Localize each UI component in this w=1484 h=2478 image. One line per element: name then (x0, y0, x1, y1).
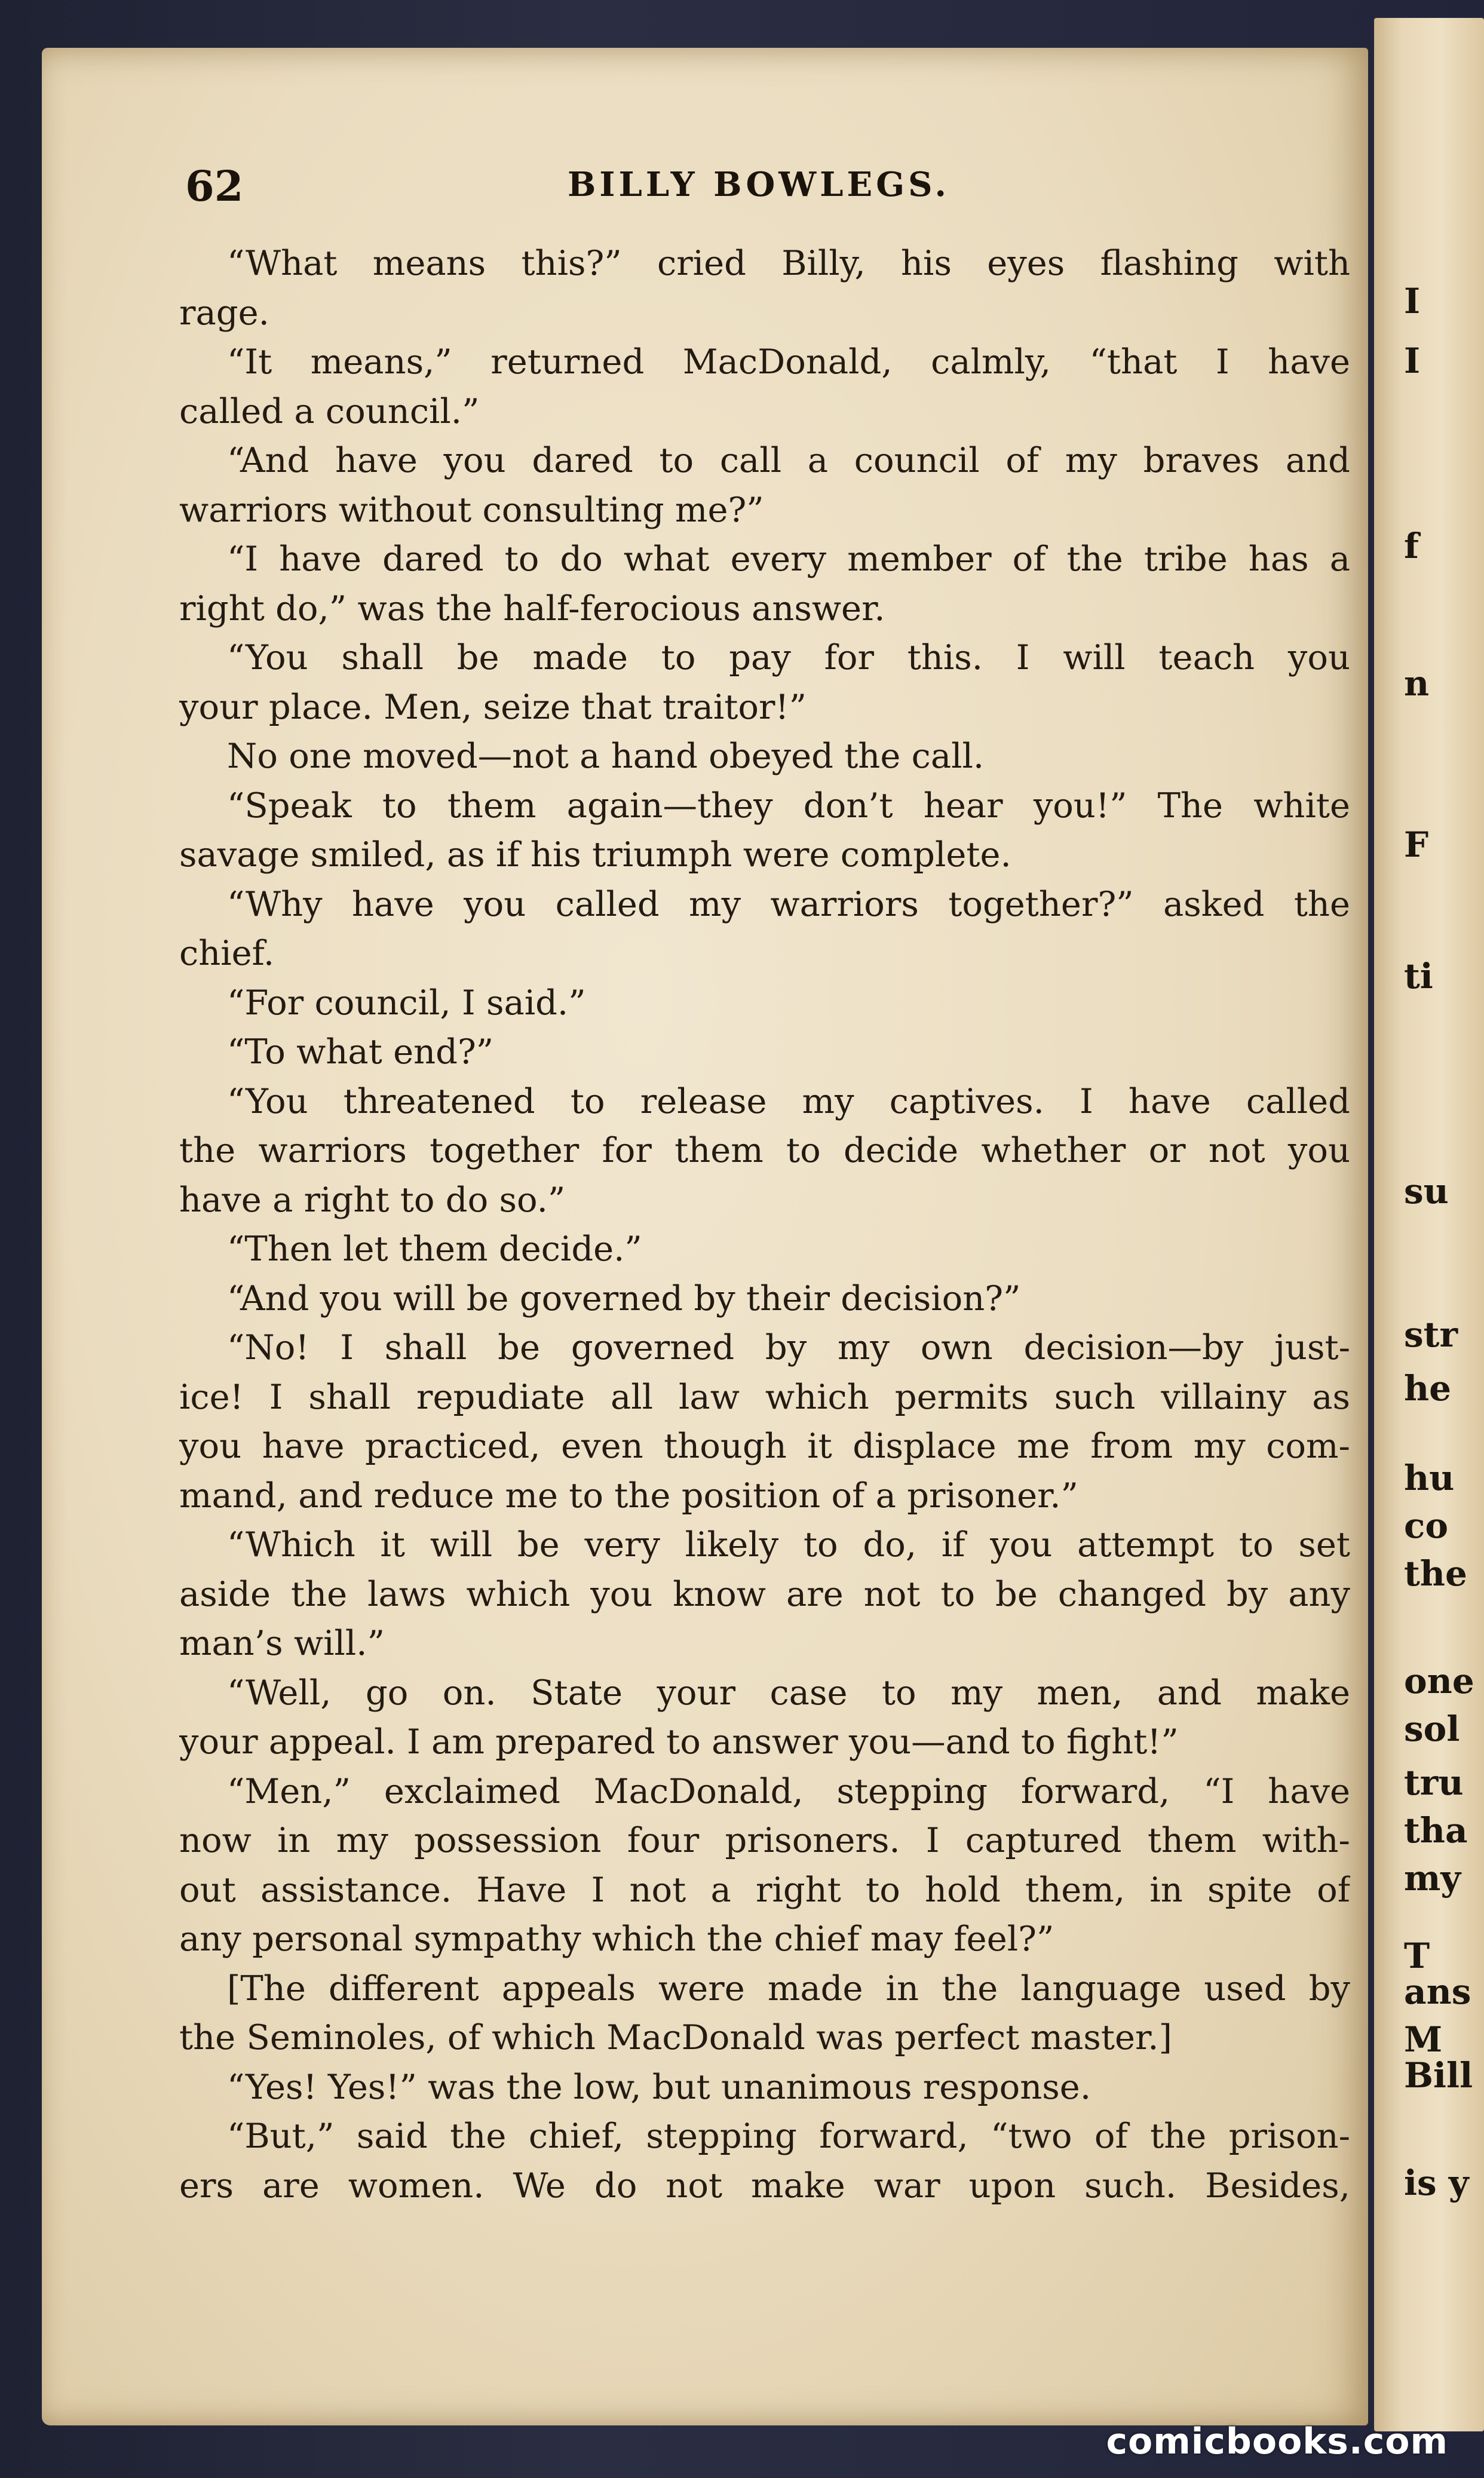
facing-page-fragment: the (1404, 1553, 1467, 1594)
text-line: “And you will be governed by their decision?” (227, 1278, 1021, 1318)
facing-page-fragment: n (1404, 663, 1430, 704)
text-line: savage smiled, as if his triumph were complete. (179, 835, 1011, 875)
page-body-text (179, 239, 1350, 2300)
facing-page-edge (1374, 18, 1484, 2431)
text-line: right do,” was the half-ferocious answer. (179, 588, 885, 628)
facing-page-fragment: M (1404, 2019, 1443, 2060)
text-line: your appeal. I am prepared to answer you—and to fight!” (179, 1722, 1179, 1762)
page-number: 62 (185, 161, 244, 211)
facing-page-fragment: one (1404, 1661, 1474, 1701)
text-line: the Seminoles, of which MacDonald was perfect master.] (179, 2017, 1172, 2057)
text-line: “But,” said the chief, stepping forward, “two of the prison- (227, 2116, 1350, 2156)
text-line: “Men,” exclaimed MacDonald, stepping forward, “I have (227, 1771, 1350, 1811)
text-line: the warriors together for them to decide whether or not you (179, 1130, 1350, 1170)
text-line: “Which it will be very likely to do, if you attempt to set (227, 1525, 1350, 1565)
text-line: now in my possession four prisoners. I captured them with- (179, 1820, 1350, 1860)
facing-page-fragment: ti (1404, 956, 1433, 996)
text-line: “Well, go on. State your case to my men, and make (227, 1672, 1350, 1713)
text-line: No one moved—not a hand obeyed the call. (227, 736, 985, 776)
facing-page-fragment: Bill (1404, 2055, 1473, 2096)
facing-page-fragment: I (1404, 341, 1421, 381)
facing-page-fragment: ans (1404, 1971, 1471, 2012)
facing-page-fragment: hu (1404, 1458, 1455, 1498)
text-line: you have practiced, even though it displace me from my com- (179, 1426, 1350, 1466)
site-watermark: comicbooks.com (1106, 2421, 1448, 2462)
text-line: “I have dared to do what every member of the tribe has a (227, 539, 1350, 579)
text-line: out assistance. Have I not a right to hold them, in spite of (179, 1869, 1350, 1910)
text-line: called a council.” (179, 391, 480, 431)
running-head: BILLY BOWLEGS. (567, 165, 951, 204)
text-line: chief. (179, 933, 275, 973)
facing-page-fragment: he (1404, 1368, 1452, 1409)
facing-page-fragment: co (1404, 1505, 1449, 1546)
text-line: “It means,” returned MacDonald, calmly, “that I have (227, 342, 1350, 382)
text-line: “And have you dared to call a council of my braves and (227, 440, 1350, 480)
text-line: your place. Men, seize that traitor!” (179, 686, 807, 727)
facing-page-fragment: I (1404, 281, 1421, 321)
facing-page-fragment: str (1404, 1314, 1458, 1355)
text-line: ers are women. We do not make war upon such. Besides, (179, 2165, 1350, 2206)
facing-page-fragment: my (1404, 1858, 1461, 1899)
facing-page-fragment: is y (1404, 2163, 1469, 2203)
text-line: any personal sympathy which the chief may feel?” (179, 1919, 1054, 1959)
text-line: “What means this?” cried Billy, his eyes flashing with (227, 243, 1350, 283)
facing-page-fragment: f (1404, 526, 1419, 566)
facing-page-fragment: F (1404, 824, 1429, 865)
text-line: man’s will.” (179, 1623, 385, 1663)
text-line: “For council, I said.” (227, 982, 586, 1023)
text-line: ice! I shall repudiate all law which permits such villainy as (179, 1376, 1350, 1417)
text-line: “To what end?” (227, 1032, 494, 1072)
text-line: “You shall be made to pay for this. I will teach you (227, 637, 1350, 677)
page-header (185, 161, 1332, 209)
text-line: “Speak to them again—they don’t hear you!” The white (227, 785, 1350, 826)
text-line: warriors without consulting me?” (179, 489, 764, 530)
text-line: [The different appeals were made in the language used by (227, 1968, 1350, 2008)
text-line: “No! I shall be governed by my own decision—by just- (227, 1327, 1350, 1367)
text-line: aside the laws which you know are not to be changed by any (179, 1574, 1350, 1614)
facing-page-fragment: tha (1404, 1810, 1468, 1851)
text-line: “Then let them decide.” (227, 1229, 642, 1269)
facing-page-fragment: su (1404, 1171, 1449, 1212)
facing-page-fragment: T (1404, 1936, 1430, 1976)
facing-page-fragment: sol (1404, 1709, 1460, 1749)
text-line: “Yes! Yes!” was the low, but unanimous response. (227, 2066, 1091, 2107)
facing-page-fragment: tru (1404, 1762, 1464, 1803)
text-line: rage. (179, 292, 269, 333)
text-line: mand, and reduce me to the position of a prisoner.” (179, 1475, 1078, 1516)
text-line: “Why have you called my warriors together?” asked the (227, 884, 1350, 924)
text-line: have a right to do so.” (179, 1179, 566, 1220)
text-line: “You threatened to release my captives. I have called (227, 1081, 1350, 1121)
